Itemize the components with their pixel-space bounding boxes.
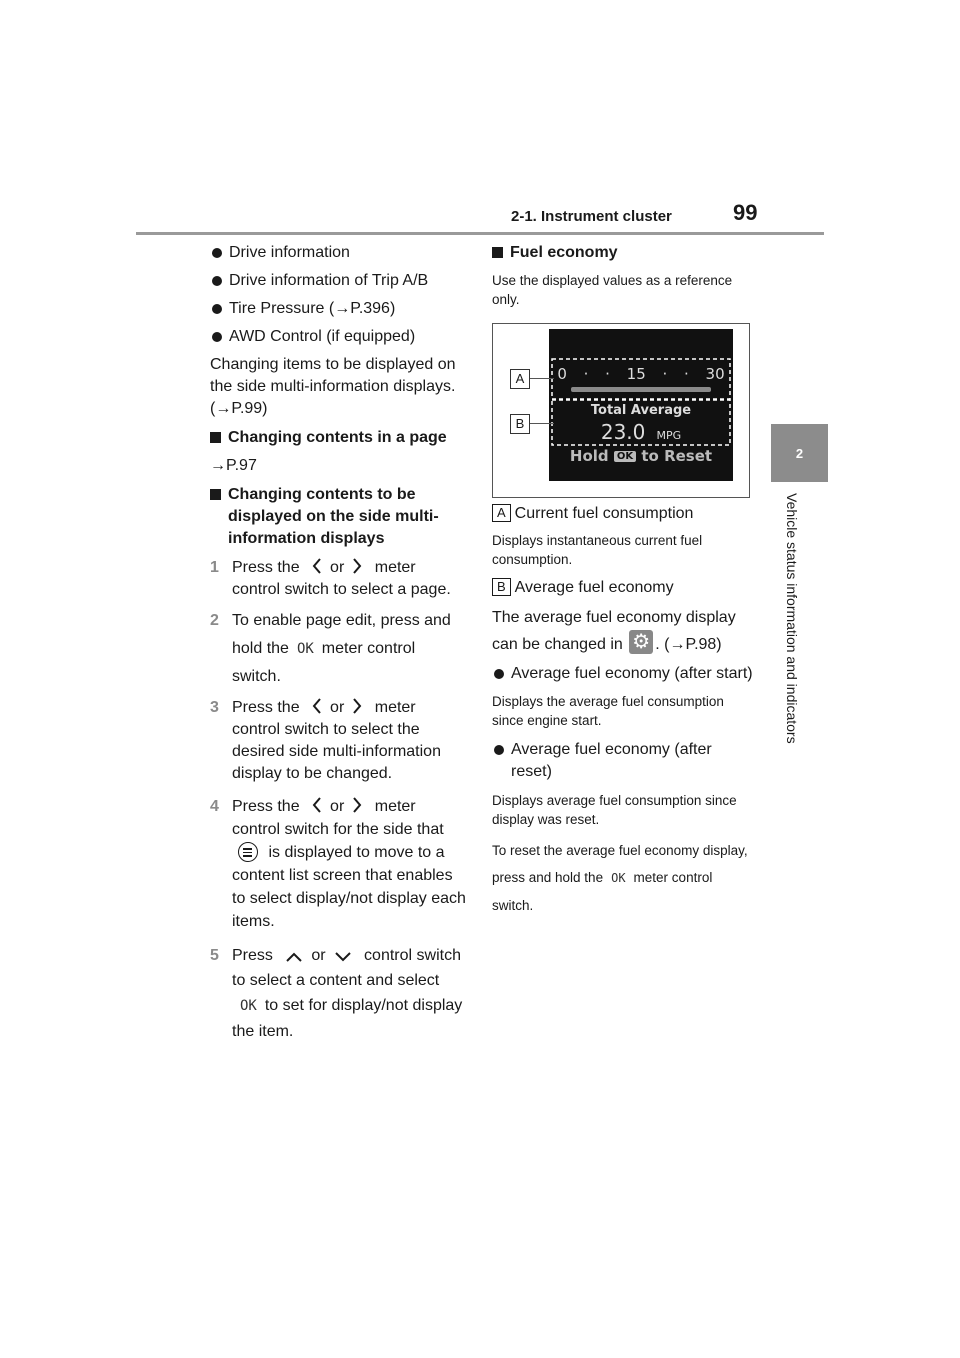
right-column — [492, 240, 752, 309]
step-number: 5 — [210, 947, 219, 964]
average-unit: MPG — [656, 429, 682, 442]
step-text: or — [311, 947, 326, 964]
total-average-label: Total Average — [590, 403, 692, 418]
current-fuel-title — [492, 503, 754, 525]
chevron-right-icon — [352, 796, 362, 814]
chapter-title: Vehicle status information and indicators — [784, 493, 800, 744]
scale-label: 0 — [557, 365, 567, 383]
step-text: meter control switch to select a page. — [232, 559, 451, 598]
current-fuel-title-text: Current fuel consumption — [514, 505, 694, 522]
step-text: or — [330, 559, 345, 576]
list-item: Drive information of Trip A/B — [210, 270, 468, 292]
scale-label: 30 — [705, 365, 725, 383]
list-item: Average fuel economy (after start) — [492, 663, 754, 685]
hold-to-reset-hint — [549, 447, 733, 465]
scale-label: · — [583, 365, 589, 383]
header-rule — [136, 232, 824, 235]
callout-a-leader — [529, 378, 554, 379]
callout-b-leader — [529, 423, 554, 424]
step-text: or — [330, 699, 345, 716]
step-number: 1 — [210, 559, 219, 576]
list-item-desc: Displays average fuel consumption since display was reset. — [492, 793, 737, 827]
ok-button-icon: OK — [296, 641, 314, 657]
average-fuel-title-text: Average fuel economy — [514, 579, 674, 596]
left-column — [210, 240, 468, 1044]
page-number: 99 — [733, 200, 758, 225]
step-text: meter control switch. — [232, 640, 416, 685]
menu-list-icon — [238, 842, 258, 862]
chevron-left-icon — [312, 697, 322, 715]
list-item: Drive information — [210, 242, 468, 264]
fuel-note: Use the displayed values as a reference only. — [492, 273, 733, 307]
heading-side-displays: Changing contents to be displayed on the side multi-information displays — [210, 484, 468, 550]
chevron-up-icon — [285, 951, 303, 963]
gear-icon — [629, 630, 653, 654]
step-text: meter control switch to select the desired side multi-information display to be changed. — [232, 699, 441, 782]
step-text: Press — [232, 947, 273, 964]
step-number: 4 — [210, 798, 219, 815]
chevron-right-icon — [352, 557, 362, 575]
ok-button-icon: OK — [240, 998, 257, 1014]
chapter-tab — [771, 424, 828, 482]
step-text: Press the — [232, 798, 300, 815]
step-text: control switch to select a content and select — [232, 947, 461, 989]
step-text: Press the — [232, 559, 300, 576]
chapter-number: 2 — [795, 445, 804, 461]
ok-badge: OK — [614, 451, 636, 462]
step-text: to set for display/not display the item. — [232, 997, 463, 1040]
callout-b-label: B — [510, 414, 530, 434]
current-fuel-desc: Displays instantaneous current fuel consumption. — [492, 533, 703, 567]
average-fuel-paragraph — [492, 605, 754, 657]
reset-text: To reset the average fuel economy display, press and hold the — [492, 843, 748, 885]
heading-fuel-economy: Fuel economy — [492, 242, 752, 264]
paragraph-text: The average fuel economy display can be changed in — [492, 609, 736, 653]
heading-changing-contents: Changing contents in a page — [210, 427, 468, 449]
intro-text: Changing items to be displayed on the side multi-information displays. (→P.99) — [210, 356, 456, 417]
step-4 — [210, 795, 468, 933]
hold-text: Hold — [569, 447, 609, 465]
step-3 — [210, 697, 468, 785]
step-number: 2 — [210, 612, 219, 629]
fuel-gauge-bar — [571, 387, 711, 392]
chevron-down-icon — [334, 951, 352, 963]
callout-b-tag: B — [492, 578, 511, 596]
reset-text: to Reset — [641, 447, 713, 465]
multi-info-screen — [549, 329, 733, 481]
step-number: 3 — [210, 699, 219, 716]
list-item: AWD Control (if equipped) — [210, 326, 468, 348]
chevron-left-icon — [312, 796, 322, 814]
chevron-right-icon — [352, 697, 362, 715]
scale-label: · — [605, 365, 610, 383]
step-text: or — [330, 798, 345, 815]
right-column-lower — [492, 503, 754, 919]
gauge-scale — [549, 365, 733, 383]
callout-a-label: A — [510, 369, 530, 389]
average-readout — [549, 420, 733, 444]
section-title: 2-1. Instrument cluster — [511, 208, 672, 225]
step-1 — [210, 557, 468, 601]
step-text: is displayed to move to a content list screen that enables to select display/not display each items. — [232, 844, 466, 930]
list-item: Average fuel economy (after reset) — [492, 739, 754, 783]
reset-instruction — [492, 837, 754, 919]
step-5 — [210, 943, 468, 1044]
scale-label: · — [684, 365, 689, 383]
average-fuel-title — [492, 577, 754, 599]
list-item-desc: Displays the average fuel consumption since engine start. — [492, 694, 724, 728]
scale-label: 15 — [626, 365, 646, 383]
step-text: Press the — [232, 699, 300, 716]
callout-a-tag: A — [492, 504, 511, 522]
step-2 — [210, 607, 468, 691]
step-text: meter control switch for the side that — [232, 798, 444, 838]
reset-text: meter control switch. — [492, 870, 713, 913]
scale-label: · — [662, 365, 668, 383]
paragraph-text: . (→P.98) — [655, 636, 722, 653]
page-reference: →P.97 — [210, 457, 257, 474]
list-item: Tire Pressure (→P.396) — [210, 298, 468, 320]
chevron-left-icon — [312, 557, 322, 575]
ok-button-icon: OK — [611, 871, 626, 885]
average-value: 23.0 — [600, 420, 646, 444]
step-text: To enable page edit, press and hold the — [232, 612, 451, 657]
